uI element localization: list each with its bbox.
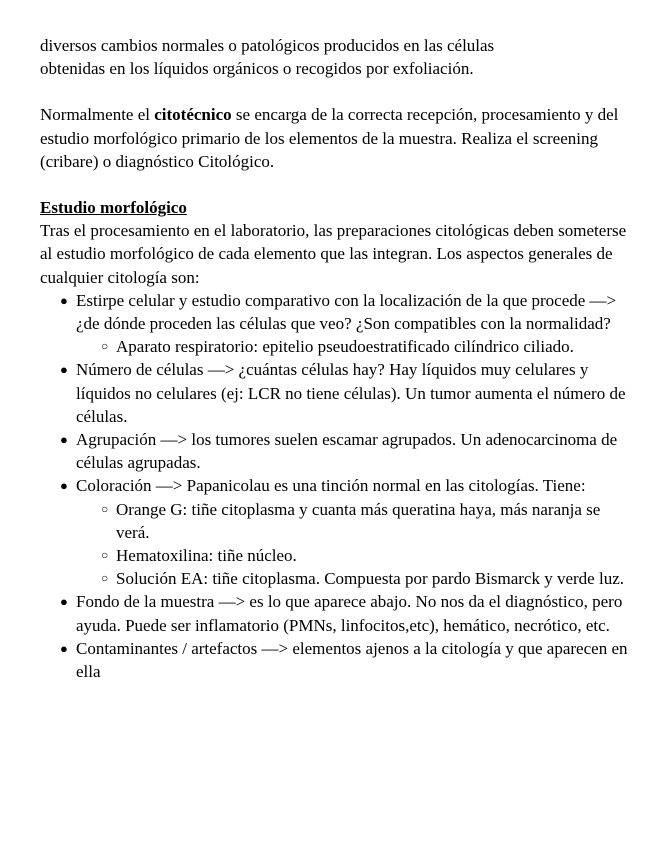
bullet-circle-icon: ○ (101, 339, 109, 354)
sub-bullet-list (76, 335, 630, 358)
bullet-dot-icon: ● (60, 594, 68, 610)
list-item-text: Estirpe celular y estudio comparativo con la localización de la que procede —> ¿de dónde proceden las células que veo? ¿Son compatibles con la normalidad? (76, 290, 617, 334)
section-heading: Estudio morfológico (40, 198, 187, 218)
list-item-text: Coloración —> Papanicolau es una tinción normal en las citologías. Tiene: (76, 476, 586, 496)
bullet-circle-icon: ○ (101, 501, 109, 516)
bullet-dot-icon: ● (60, 292, 68, 308)
citotecnico-paragraph (40, 103, 630, 173)
sub-list-item (101, 498, 630, 544)
bullet-circle-icon: ○ (101, 571, 109, 586)
list-item-text: Número de células —> ¿cuántas células hay? Hay líquidos muy celulares y líquidos no celulares (ej: LCR no tiene células). Un tumor aumenta el número de células. (76, 360, 626, 426)
citotecnico-suffix: se encarga de la correcta recepción, procesamiento y del estudio morfológico primario de los elementos de la muestra. Realiza el screening (cribare) o diagnóstico Citológico. (40, 105, 619, 171)
intro-line-1: diversos cambios normales o patológicos producidos en las células (40, 36, 495, 55)
sub-list-item-text: Aparato respiratorio: epitelio pseudoestratificado cilíndrico ciliado. (116, 337, 574, 357)
section-intro: Tras el procesamiento en el laboratorio, las preparaciones citológicas deben someterse al estudio morfológico de cada elemento que las integran. Los aspectos generales de cualquier citología son: (40, 221, 627, 287)
bullet-list (40, 289, 630, 683)
list-item (60, 358, 630, 428)
citotecnico-bold: citotécnico (154, 105, 232, 125)
bullet-dot-icon: ● (60, 478, 68, 494)
sub-list-item-text: Solución EA: tiñe citoplasma. Compuesta por pardo Bismarck y verde luz. (116, 569, 624, 589)
intro-line-2: obtenidas en los líquidos orgánicos o recogidos por exfoliación. (40, 59, 474, 79)
list-item (60, 289, 630, 359)
document-page (40, 34, 630, 683)
sub-bullet-list (76, 498, 630, 591)
sub-list-item-text: Hematoxilina: tiñe núcleo. (116, 546, 297, 566)
intro-paragraph (40, 34, 630, 80)
list-item (60, 637, 630, 683)
list-item-text: Fondo de la muestra —> es lo que aparece abajo. No nos da el diagnóstico, pero ayuda. Puede ser inflamatorio (PMNs, linfocitos,etc), hemático, necrótico, etc. (76, 592, 623, 635)
bullet-dot-icon: ● (60, 362, 68, 378)
bullet-dot-icon: ● (60, 432, 68, 448)
sub-list-item (101, 335, 630, 358)
list-item-text: Contaminantes / artefactos —> elementos ajenos a la citología y que aparecen en ella (76, 638, 628, 682)
sub-list-item (101, 544, 630, 567)
sub-list-item (101, 567, 630, 590)
list-item (60, 590, 630, 636)
list-item (60, 474, 630, 590)
list-item (60, 428, 630, 474)
sub-list-item-text: Orange G: tiñe citoplasma y cuanta más queratina haya, más naranja se verá. (116, 499, 601, 542)
citotecnico-prefix: Normalmente el (40, 105, 155, 125)
bullet-circle-icon: ○ (101, 548, 109, 563)
list-item-text: Agrupación —> los tumores suelen escamar agrupados. Un adenocarcinoma de células agrupadas. (76, 430, 618, 473)
bullet-dot-icon: ● (60, 640, 68, 656)
